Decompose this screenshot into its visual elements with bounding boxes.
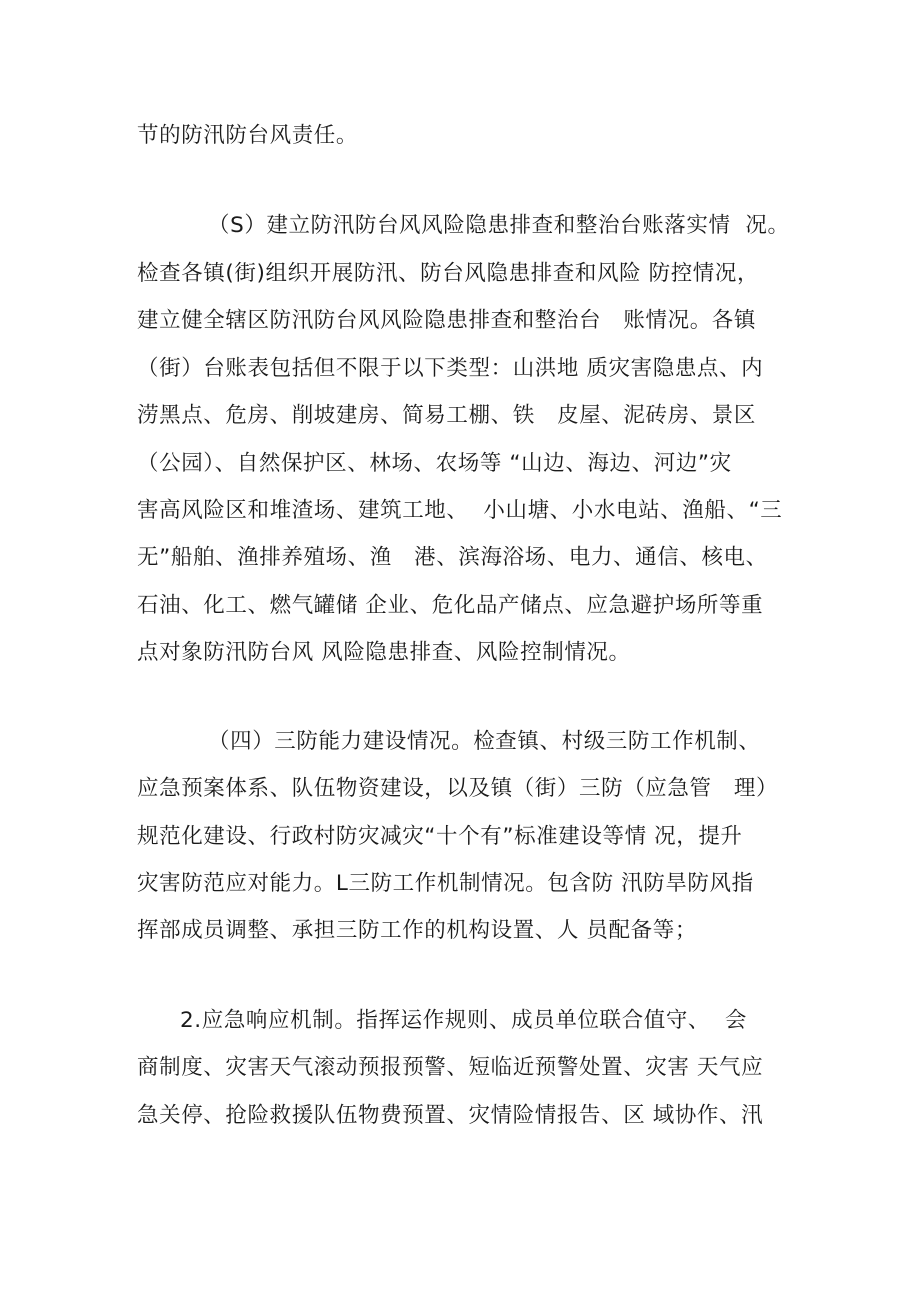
text-line-4: 建立健全辖区防汛防台风风险隐患排查和整治台 账情况。各镇 [137,308,757,333]
text-line-16: 挥部成员调整、承担三防工作的机构设置、人 员配备等； [137,918,697,943]
text-line-17: 2.应急响应机制。指挥运作规则、成员单位联合值守、 会 [180,1008,747,1033]
text-line-8: 害高风险区和堆渣场、建筑工地、 小山塘、小水电站、渔船、“三 [137,498,783,523]
text-line-11: 点对象防汛防台风 风险隐患排查、风险控制情况。 [137,640,631,665]
text-line-12: （四）三防能力建设情况。检查镇、村级三防工作机制、 [208,729,761,754]
text-line-2: （S）建立防汛防台风风险隐患排查和整治台账落实情 况。 [208,213,790,238]
text-line-6: 涝黑点、危房、削坡建房、简易工棚、铁 皮屋、泥砖房、景区 [137,403,757,428]
text-line-13: 应急预案体系、队伍物资建设，以及镇（街）三防（应急管 理） [137,776,779,801]
text-line-10: 石油、化工、燃气罐储 企业、危化品产储点、应急避护场所等重 [137,593,764,618]
text-line-7: （公园）、自然保护区、林场、农场等 “山边、海边、河边”灾 [137,451,732,476]
text-line-3: 检查各镇(街)组织开展防汛、防台风隐患排查和风险 防控情况， [137,261,760,286]
text-line-1: 节的防汛防台风责任。 [137,123,359,148]
text-line-14: 规范化建设、行政村防灾减灾“十个有”标准建设等情 况，提升 [137,824,743,849]
text-line-15: 灾害防范应对能力。L三防工作机制情况。包含防 汛防旱防风指 [137,871,754,896]
text-line-18: 商制度、灾害天气滚动预报预警、短临近预警处置、灾害 天气应 [137,1055,764,1080]
text-line-5: （街）台账表包括但不限于以下类型：山洪地 质灾害隐患点、内 [137,356,764,381]
text-line-19: 急关停、抢险救援队伍物费预置、灾情险情报告、区 域协作、汛 [137,1103,764,1128]
text-line-9: 无”船舶、渔排养殖场、渔 港、滨海浴场、电力、通信、核电、 [137,545,768,570]
